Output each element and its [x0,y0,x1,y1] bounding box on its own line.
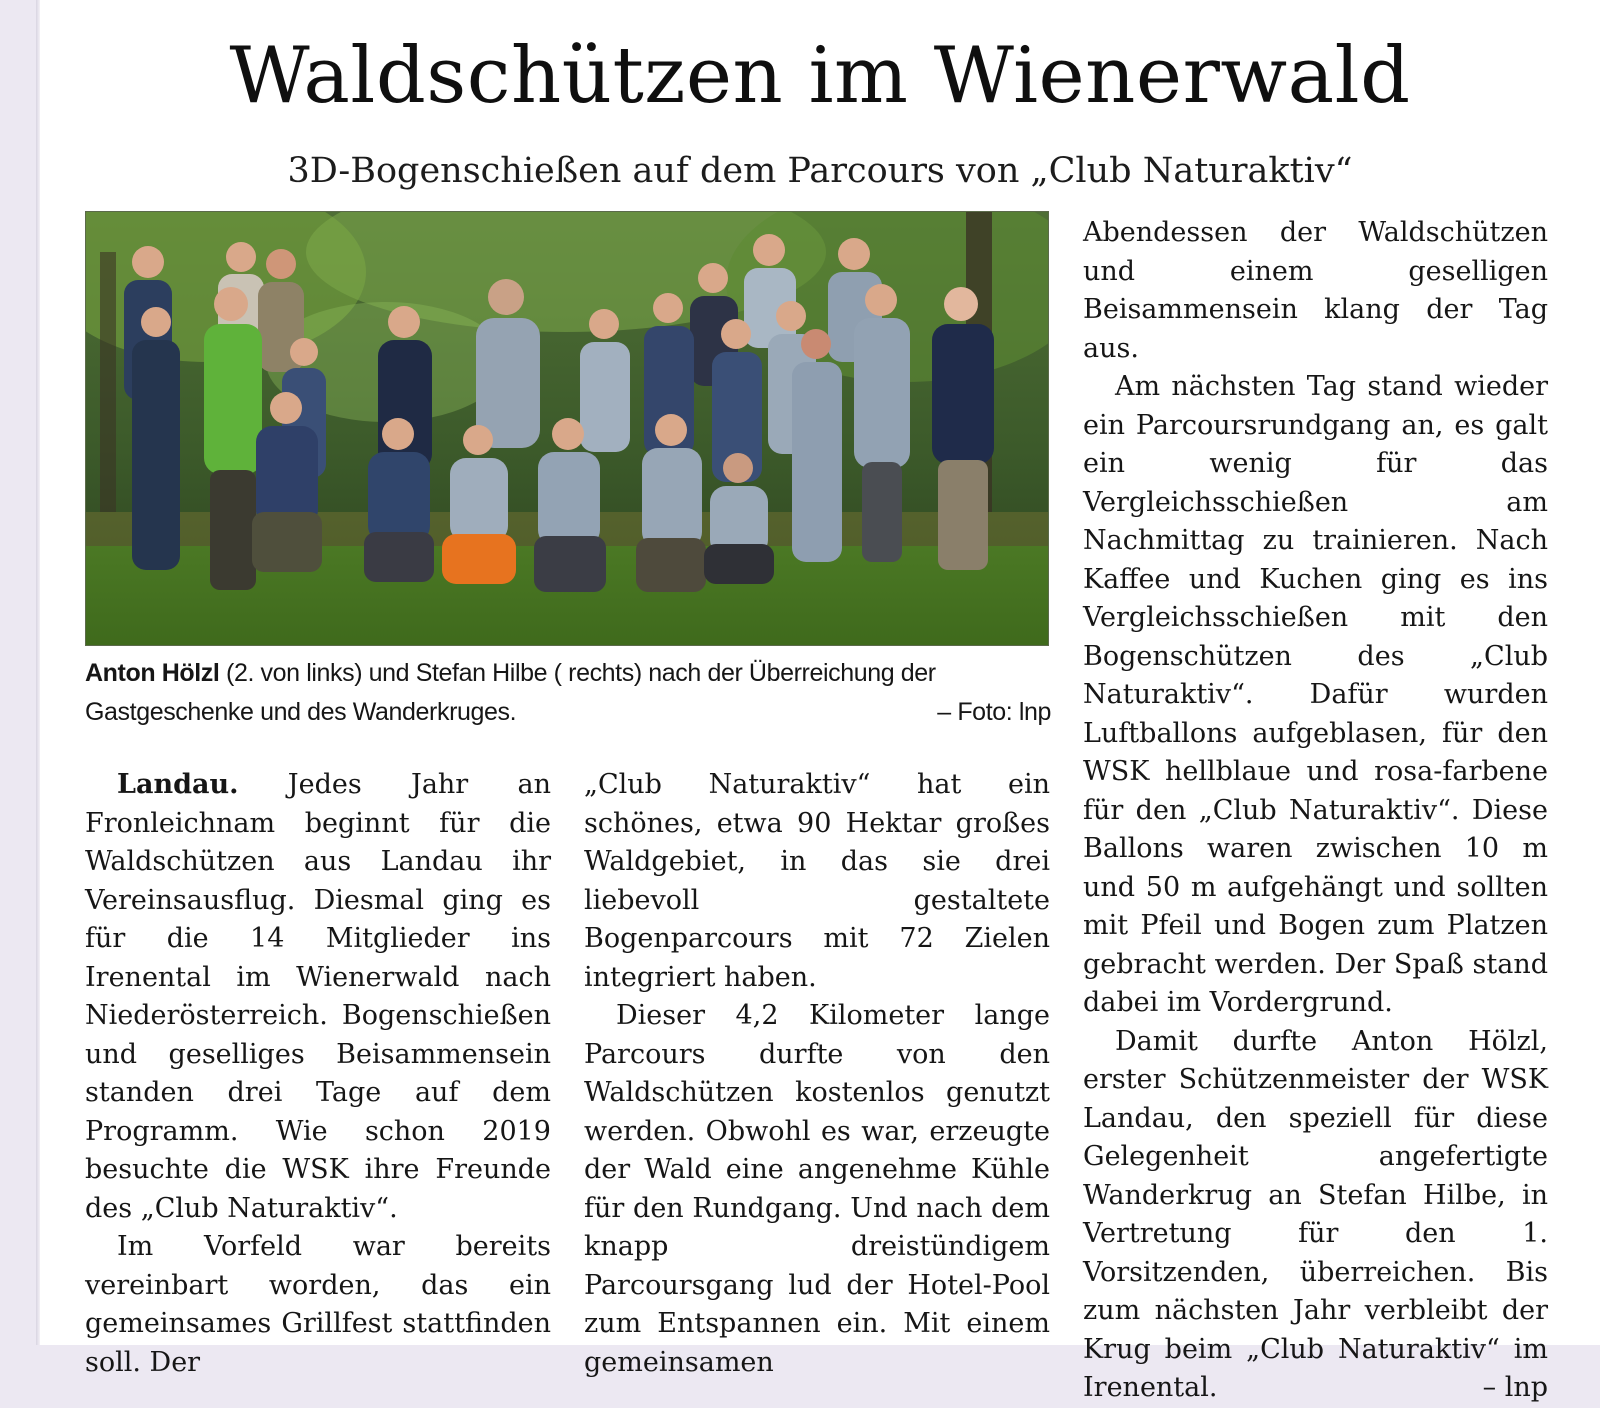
paragraph [85,766,551,1228]
caption-name: Anton Hölzl [85,659,220,687]
article-column-2 [584,766,1050,1382]
article-column-3 [1083,214,1548,1408]
paragraph: „Club Naturaktiv“ hat ein schönes, etwa 90 Hektar großes Waldgebiet, in das sie drei liebevoll gestaltete Bogenparcours mit 72 Zielen integriert haben. [584,769,1050,993]
paragraph: Am nächsten Tag stand wieder ein Parcoursrundgang an, es galt ein wenig für das Vergleichsschießen am Nachmittag zu trainieren. Nach Kaffee und Kuchen ging es ins Vergleichsschießen mit den Bogenschützen des „Club Naturaktiv“. Dafür wurden Luftballons aufgeblasen, für den WSK hellblaue und rosa-farbene für den „Club Naturaktiv“. Diese Ballons waren zwischen 10 m und 50 m aufgehängt und sollten mit Pfeil und Bogen zum Platzen gebracht werden. Der Spaß stand dabei im Vordergrund. [1083,371,1548,1018]
paragraph-last [1083,1023,1548,1408]
caption-text: (2. von links) und Stefan Hilbe ( rechts) nach der Überreichung der Gastgeschenke und des Wanderkruges. [85,659,936,726]
dateline: Landau. [117,769,239,800]
paragraph: Dieser 4,2 Kilometer lange Parcours durfte von den Waldschützen kostenlos genutzt werden. Obwohl es war, erzeugte der Wald eine angenehme Kühle für den Rundgang. Und nach dem knapp dreistündigem Parcoursgang lud der Hotel-Pool zum Entspannen ein. Mit einem gemeinsamen [584,1000,1050,1378]
paragraph-text: Damit durfte Anton Hölzl, erster Schützenmeister der WSK Landau, den speziell für diese Gelegenheit angefertigte Wanderkrug an Stefan Hilbe, in Vertretung für den 1. Vorsitzenden, überreichen. Bis zum nächsten Jahr verbleibt der Krug beim „Club Naturaktiv“ im Irenental. [1083,1025,1548,1403]
paragraph: Abendessen der Waldschützen und einem geselligen Beisammensein klang der Tag aus. [1083,217,1548,364]
article-column-1 [85,766,551,1382]
photo-credit: – Foto: lnp [937,698,1051,726]
article-subheadline: 3D-Bogenschießen auf dem Parcours von „Club Naturaktiv“ [287,151,1353,191]
group-photo [85,211,1049,646]
paragraph: Im Vorfeld war bereits vereinbart worden, das ein gemeinsames Grillfest stattfinden soll. Der [85,1231,551,1378]
article-headline: Waldschützen im Wienerwald [229,31,1411,121]
author-signoff: – lnp [1482,1372,1548,1403]
group-photo-illustration [86,212,1048,645]
photo-caption [85,654,1051,732]
paragraph-text: Jedes Jahr an Fronleichnam beginnt für die Waldschützen aus Landau ihr Vereinsausflug. Diesmal ging es für die 14 Mitglieder ins Irenental im Wienerwald nach Niederösterreich. Bogenschießen und geselliges Beisammensein standen drei Tage auf dem Programm. Wie schon 2019 besuchte die WSK ihre Freunde des „Club Naturaktiv“. [85,769,551,1224]
